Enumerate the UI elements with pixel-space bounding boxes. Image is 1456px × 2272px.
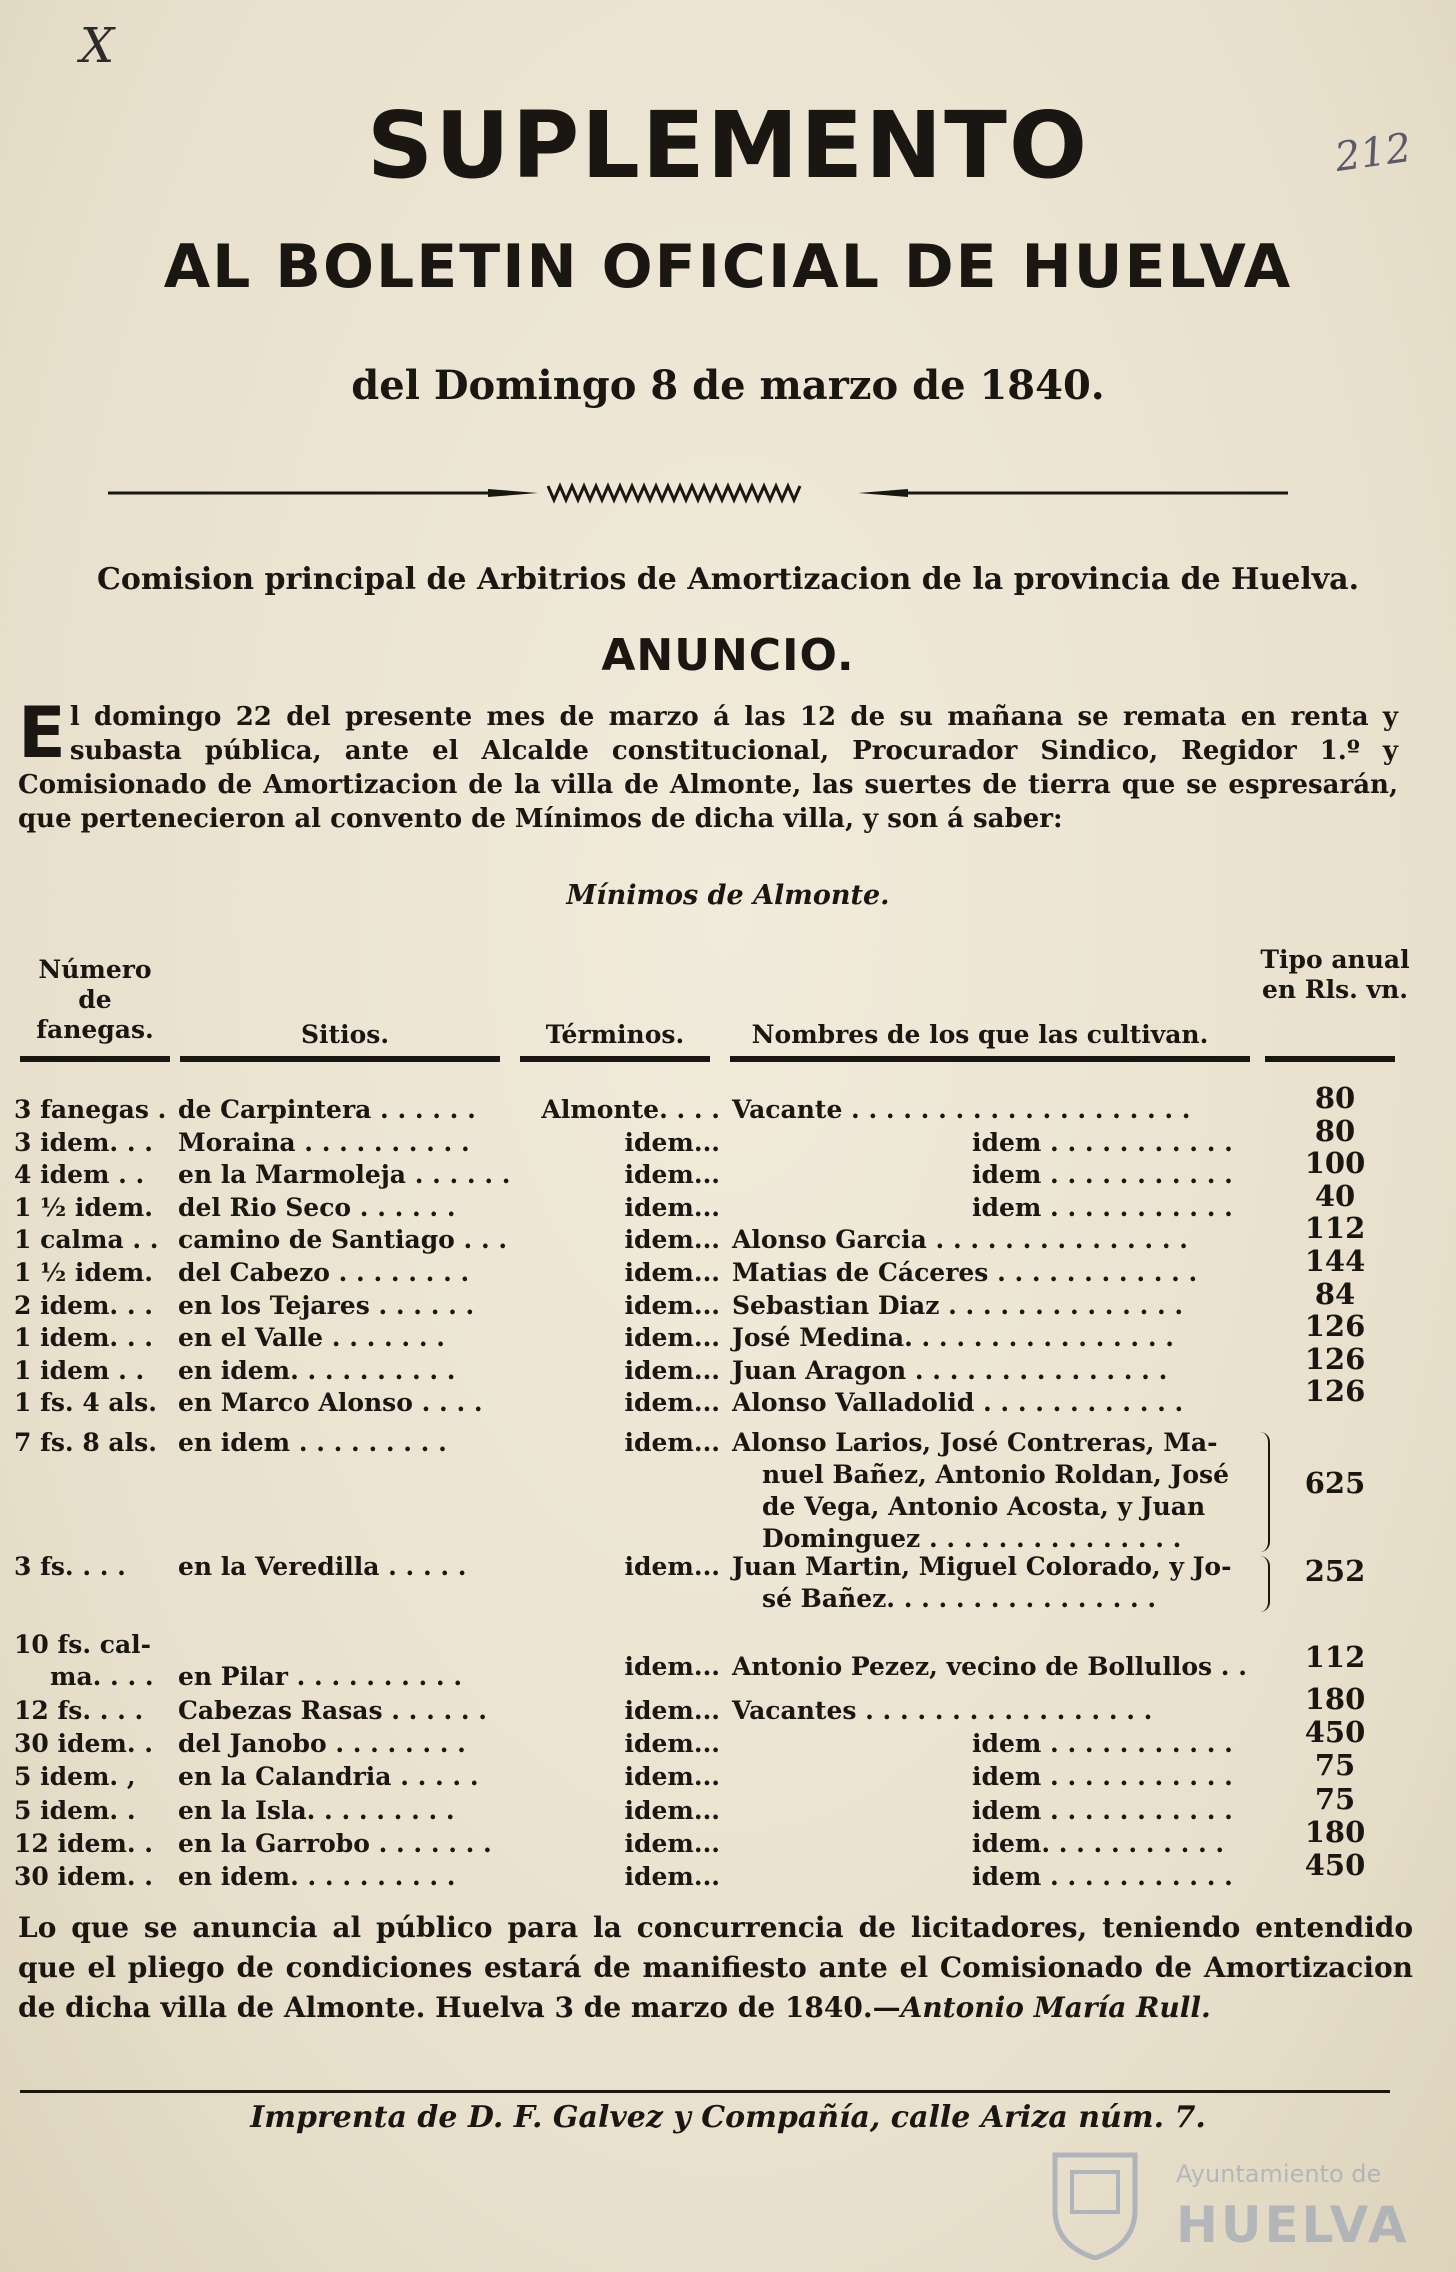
header-rule (730, 1056, 1250, 1062)
cell-fanegas: 30 idem. . (14, 1862, 153, 1891)
cell-fanegas: ma. . . . (50, 1662, 154, 1691)
handwritten-mark: X (80, 18, 115, 74)
cell-fanegas: 4 idem . . (14, 1160, 145, 1189)
cell-nombre: José Medina. . . . . . . . . . . . . . . . (732, 1323, 1174, 1352)
cell-sitio: en idem. . . . . . . . . . (178, 1356, 456, 1385)
cell-fanegas: 1 idem . . (14, 1356, 145, 1385)
cell-nombre-line: Alonso Larios, José Contreras, Ma- (732, 1428, 1218, 1457)
header-rule (520, 1056, 710, 1062)
cell-sitio: Cabezas Rasas . . . . . . (178, 1696, 487, 1725)
cell-termino: idem... (624, 1291, 720, 1320)
header-rule (1265, 1056, 1395, 1062)
cell-nombre-idem: idem . . . . . . . . . . . (972, 1193, 1233, 1222)
cell-fanegas: 5 idem. , (14, 1762, 136, 1791)
cell-valor: 126 (1304, 1309, 1366, 1343)
shield-icon (1050, 2150, 1140, 2260)
cell-sitio: en la Calandria . . . . . (178, 1762, 479, 1791)
cell-fanegas: 7 fs. 8 als. (14, 1428, 157, 1457)
closing-text: Lo que se anuncia al público para la concurrencia de licitadores, teniendo entendido que el pliego de condiciones estará de manifiesto ante el Comisionado de Amortizacion de dicha villa de Almonte. Huelva 3 de marzo de 1840.— (18, 1911, 1413, 2024)
cell-valor: 450 (1304, 1848, 1366, 1882)
cell-nombre-idem: idem . . . . . . . . . . . (972, 1729, 1233, 1758)
page-title: SUPLEMENTO (366, 92, 1090, 199)
cell-sitio: del Janobo . . . . . . . . (178, 1729, 466, 1758)
cell-valor: 84 (1314, 1277, 1356, 1311)
cell-termino: idem... (624, 1428, 720, 1457)
cell-valor: 80 (1314, 1081, 1356, 1115)
cell-nombre-idem: idem . . . . . . . . . . . (972, 1160, 1233, 1189)
cell-sitio: del Rio Seco . . . . . . (178, 1193, 456, 1222)
cell-fanegas: 12 idem. . (14, 1829, 153, 1858)
cell-termino: idem... (624, 1225, 720, 1254)
cell-sitio: en la Garrobo . . . . . . . (178, 1829, 492, 1858)
cell-nombre: Juan Aragon . . . . . . . . . . . . . . . (732, 1356, 1168, 1385)
cell-fanegas: 3 idem. . . (14, 1128, 153, 1157)
cell-fanegas: 1 idem. . . (14, 1323, 153, 1352)
cell-nombre-line: Juan Martin, Miguel Colorado, y Jo- (732, 1552, 1232, 1581)
cell-sitio: en idem . . . . . . . . . (178, 1428, 447, 1457)
date-line: del Domingo 8 de marzo de 1840. (351, 362, 1105, 409)
cell-valor: 625 (1304, 1466, 1366, 1500)
signature: Antonio María Rull. (900, 1991, 1211, 2024)
cell-valor: 180 (1304, 1682, 1366, 1716)
cell-valor: 40 (1314, 1179, 1356, 1213)
cell-nombre-line: Dominguez . . . . . . . . . . . . . . . (762, 1524, 1182, 1553)
cell-termino: idem... (624, 1862, 720, 1891)
cell-valor: 100 (1304, 1146, 1366, 1180)
cell-termino: idem... (624, 1160, 720, 1189)
watermark-line1: Ayuntamiento de (1176, 2160, 1382, 2188)
cell-termino: idem... (624, 1552, 720, 1581)
cell-valor: 112 (1304, 1640, 1366, 1674)
group-bracket (1258, 1556, 1270, 1612)
header-rule (180, 1056, 500, 1062)
cell-nombre-idem: idem . . . . . . . . . . . (972, 1796, 1233, 1825)
cell-termino: idem... (624, 1696, 720, 1725)
announcement-title: ANUNCIO. (601, 630, 855, 681)
intro-text: l domingo 22 del presente mes de marzo á las 12 de su mañana se remata en renta y subasta pública, ante el Alcalde constitucional, Procurador Sindico, Regidor 1.º y Comisionado de Amortizacion de la villa de Almonte, las suertes de tierra que se espresarán, que pertenecieron al convento de Mínimos de dicha villa, y son á saber: (18, 702, 1398, 834)
cell-valor: 126 (1304, 1342, 1366, 1376)
cell-fanegas: 1 calma . . (14, 1225, 159, 1254)
cell-nombre: Sebastian Diaz . . . . . . . . . . . . . . (732, 1291, 1184, 1320)
cell-termino: idem... (624, 1762, 720, 1791)
cell-nombre: Alonso Garcia . . . . . . . . . . . . . . . (732, 1225, 1188, 1254)
section-title: Mínimos de Almonte. (566, 880, 890, 911)
cell-valor: 126 (1304, 1374, 1366, 1408)
drop-cap: E (18, 692, 66, 774)
cell-nombre: Matias de Cáceres . . . . . . . . . . . . (732, 1258, 1198, 1287)
handwritten-number: 212 (1332, 124, 1415, 182)
cell-valor: 75 (1314, 1782, 1356, 1816)
header-tipo: Tipo anual en Rls. vn. (1260, 945, 1410, 1004)
cell-nombre-idem: idem . . . . . . . . . . . (972, 1128, 1233, 1157)
cell-termino: idem... (624, 1128, 720, 1157)
footer-rule (20, 2090, 1390, 2093)
imprint-line: Imprenta de D. F. Galvez y Compañía, calle Ariza núm. 7. (250, 2100, 1206, 2135)
cell-nombre-line: de Vega, Antonio Acosta, y Juan (762, 1492, 1206, 1521)
cell-fanegas: 1 ½ idem. (14, 1258, 153, 1287)
cell-fanegas: 5 idem. . (14, 1796, 136, 1825)
cell-nombre: Vacantes . . . . . . . . . . . . . . . . . (732, 1696, 1153, 1725)
cell-sitio: del Cabezo . . . . . . . . (178, 1258, 470, 1287)
cell-sitio: en la Isla. . . . . . . . . (178, 1796, 455, 1825)
header-terminos: Términos. (545, 1020, 685, 1049)
cell-sitio: camino de Santiago . . . (178, 1225, 508, 1254)
cell-valor: 80 (1314, 1114, 1356, 1148)
commission-heading: Comision principal de Arbitrios de Amortizacion de la provincia de Huelva. (96, 562, 1360, 597)
cell-nombre: Alonso Valladolid . . . . . . . . . . . . (732, 1388, 1184, 1417)
cell-termino: idem... (624, 1729, 720, 1758)
cell-valor: 252 (1304, 1554, 1366, 1588)
cell-fanegas: 3 fs. . . . (14, 1552, 126, 1581)
cell-sitio: en la Marmoleja . . . . . . (178, 1160, 511, 1189)
cell-nombre: Vacante . . . . . . . . . . . . . . . . . . . . (732, 1095, 1191, 1124)
header-rule (20, 1056, 170, 1062)
ornamental-rule (108, 480, 1288, 506)
cell-nombre-idem: idem . . . . . . . . . . . (972, 1862, 1233, 1891)
cell-termino: Almonte. . . . (541, 1095, 720, 1124)
cell-sitio: de Carpintera . . . . . . (178, 1095, 476, 1124)
cell-fanegas: 1 ½ idem. (14, 1193, 153, 1222)
cell-fanegas: 2 idem. . . (14, 1291, 153, 1320)
cell-fanegas: 30 idem. . (14, 1729, 153, 1758)
page-subtitle: AL BOLETIN OFICIAL DE HUELVA (163, 232, 1293, 302)
cell-nombre-idem: idem . . . . . . . . . . . (972, 1762, 1233, 1791)
cell-termino: idem... (624, 1323, 720, 1352)
cell-termino: idem... (624, 1388, 720, 1417)
cell-valor: 75 (1314, 1748, 1356, 1782)
cell-nombre-line: sé Bañez. . . . . . . . . . . . . . . . (762, 1584, 1157, 1613)
cell-termino: idem... (624, 1652, 720, 1681)
archive-watermark (1050, 2150, 1440, 2260)
header-sitios: Sitios. (300, 1020, 390, 1049)
cell-fanegas: 12 fs. . . . (14, 1696, 144, 1725)
cell-sitio: en la Veredilla . . . . . (178, 1552, 467, 1581)
cell-valor: 112 (1304, 1211, 1366, 1245)
group-bracket (1258, 1432, 1270, 1552)
cell-sitio: Moraina . . . . . . . . . . (178, 1128, 470, 1157)
watermark-line2: HUELVA (1176, 2196, 1410, 2254)
closing-paragraph (18, 1908, 1413, 2028)
header-nombres: Nombres de los que las cultivan. (751, 1020, 1209, 1049)
header-numero: Número de fanegas. (36, 955, 154, 1044)
cell-fanegas: 10 fs. cal- (14, 1630, 152, 1659)
cell-valor: 450 (1304, 1715, 1366, 1749)
cell-termino: idem... (624, 1258, 720, 1287)
cell-termino: idem... (624, 1356, 720, 1385)
cell-termino: idem... (624, 1829, 720, 1858)
intro-paragraph (18, 692, 1398, 836)
cell-termino: idem... (624, 1796, 720, 1825)
cell-termino: idem... (624, 1193, 720, 1222)
cell-sitio: en el Valle . . . . . . . (178, 1323, 445, 1352)
cell-sitio: en Pilar . . . . . . . . . . (178, 1662, 463, 1691)
cell-nombre-line: nuel Bañez, Antonio Roldan, José (762, 1460, 1230, 1489)
cell-fanegas: 1 fs. 4 als. (14, 1388, 157, 1417)
cell-nombre-idem: idem. . . . . . . . . . . (972, 1829, 1225, 1858)
cell-sitio: en idem. . . . . . . . . . (178, 1862, 456, 1891)
cell-sitio: en Marco Alonso . . . . (178, 1388, 483, 1417)
cell-nombre: Antonio Pezez, vecino de Bollullos . . (732, 1652, 1247, 1681)
cell-valor: 180 (1304, 1815, 1366, 1849)
cell-valor: 144 (1304, 1244, 1366, 1278)
cell-sitio: en los Tejares . . . . . . (178, 1291, 475, 1320)
cell-fanegas: 3 fanegas . (14, 1095, 167, 1124)
